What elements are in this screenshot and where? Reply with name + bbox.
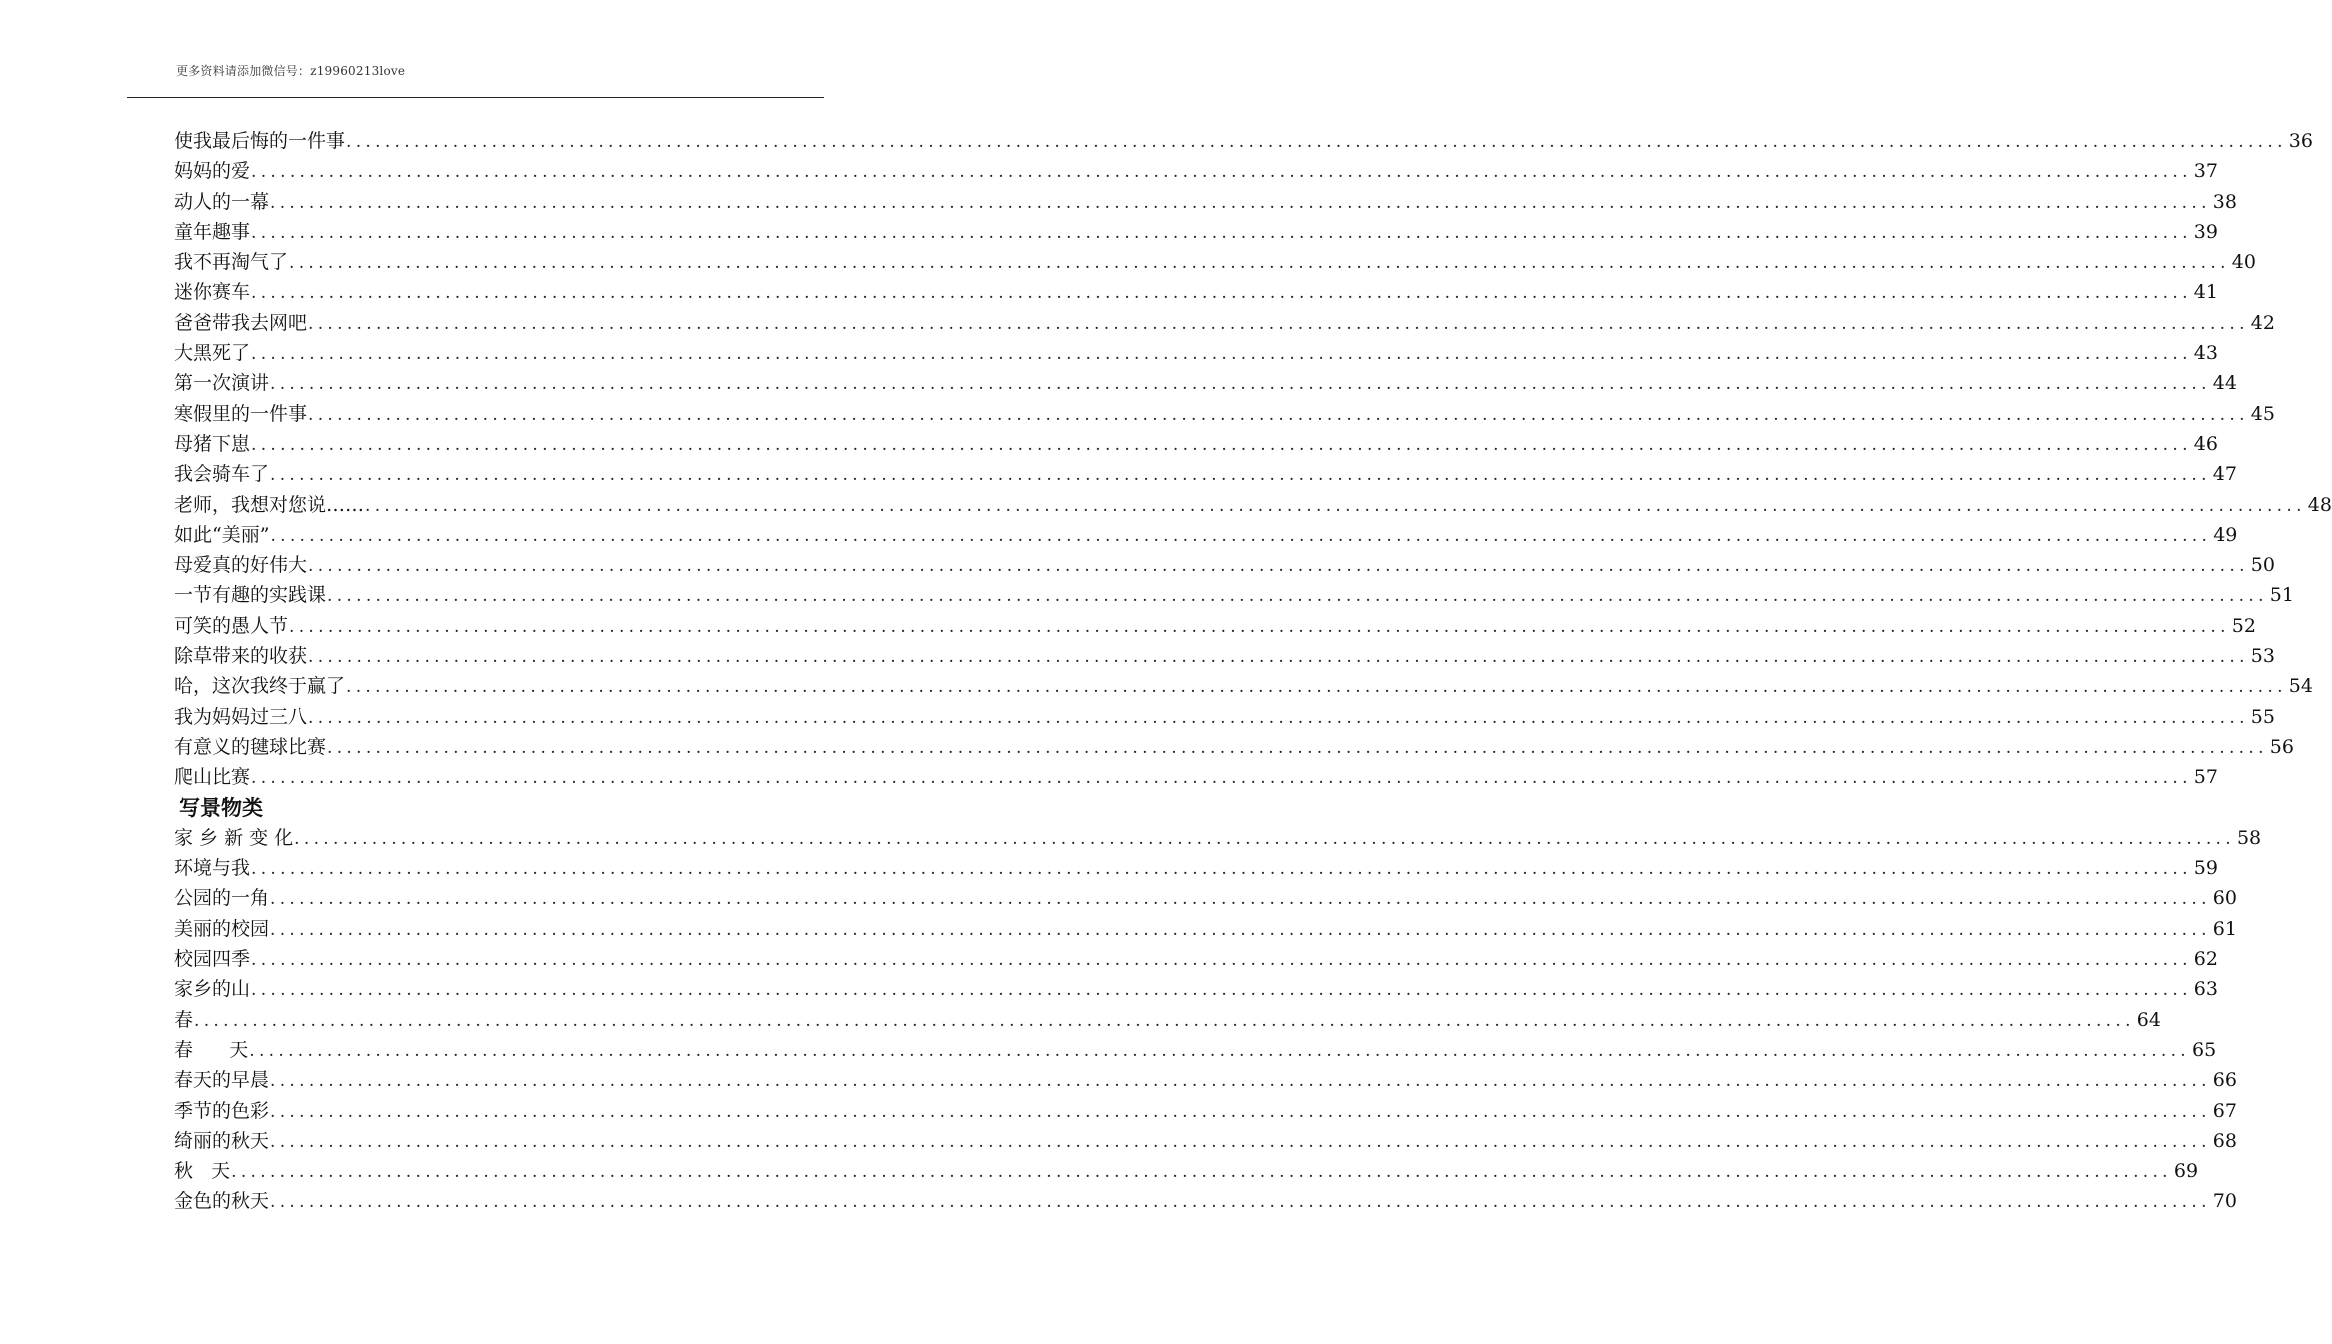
dot-leader: ........................................................................................................................................................................................................: [251, 222, 2192, 243]
toc-entry[interactable]: [174, 156, 2218, 186]
toc-entry-title: 绮丽的秋天: [174, 1129, 270, 1152]
dot-leader: ........................................................................................................................................................................................................: [308, 313, 2249, 334]
dot-leader: ........................................................................................................................................................................................................: [308, 556, 2249, 577]
dot-leader: ........................................................................................................................................................................................................: [327, 586, 2268, 607]
dot-leader: ........................................................................................................................................................................................................: [270, 1131, 2211, 1152]
toc-entry[interactable]: [174, 429, 2218, 459]
toc-entry-page-number: 65: [2192, 1038, 2217, 1061]
toc-entry-title: 家乡的山: [174, 978, 251, 1001]
dot-leader: ........................................................................................................................................................................................................: [251, 344, 2192, 365]
toc-entry-title: 公园的一角: [174, 887, 270, 910]
toc-entry[interactable]: [174, 732, 2294, 762]
toc-entry-page-number: 67: [2212, 1099, 2237, 1122]
toc-entry-page-number: 41: [2193, 281, 2218, 304]
dot-leader: ........................................................................................................................................................................................................: [251, 950, 2192, 971]
toc-entry-title: 环境与我: [174, 857, 251, 880]
toc-entry-page-number: 49: [2213, 523, 2238, 546]
toc-entry[interactable]: [174, 611, 2256, 641]
toc-entry-title: 如此“美丽”: [174, 523, 270, 546]
toc-entry[interactable]: [174, 702, 2275, 732]
toc-entry-title: 老师，我想对您说……: [174, 493, 365, 516]
toc-entry-page-number: 46: [2193, 432, 2218, 455]
toc-entry-page-number: 55: [2250, 705, 2275, 728]
dot-leader: ........................................................................................................................................................................................................: [194, 1010, 2135, 1031]
dot-leader: ........................................................................................................................................................................................................: [270, 192, 2211, 213]
dot-leader: ........................................................................................................................................................................................................: [251, 768, 2192, 789]
toc-entry[interactable]: [174, 550, 2275, 580]
toc-entry[interactable]: [174, 1035, 2217, 1065]
toc-entry-page-number: 58: [2236, 826, 2262, 849]
toc-entry-title: 校园四季: [174, 948, 251, 971]
toc-entry-title: 美丽的校园: [174, 917, 270, 940]
toc-entry[interactable]: [174, 1096, 2237, 1126]
toc-entry[interactable]: [174, 1065, 2237, 1095]
toc-entry[interactable]: [174, 1126, 2237, 1156]
dot-leader: ........................................................................................................................................................................................................: [270, 465, 2211, 486]
toc-entry[interactable]: [174, 974, 2218, 1004]
toc-entry-title: 季节的色彩: [174, 1099, 270, 1122]
toc-group-narrative: [174, 126, 2332, 793]
toc-entry-page-number: 60: [2212, 887, 2237, 910]
toc-entry-title: 使我最后悔的一件事: [174, 130, 346, 152]
dot-leader: ........................................................................................................................................................................................................: [294, 828, 2235, 849]
toc-entry-page-number: 63: [2193, 978, 2218, 1001]
toc-entry[interactable]: [174, 1005, 2161, 1035]
toc-entry-page-number: 53: [2250, 645, 2275, 668]
toc-entry-title: 除草带来的收获: [174, 645, 308, 668]
toc-entry[interactable]: [174, 308, 2275, 338]
dot-leader: ........................................................................................................................................................................................................: [327, 737, 2268, 758]
toc-entry-title: 爬山比赛: [174, 766, 251, 789]
toc-entry-page-number: 68: [2212, 1129, 2237, 1152]
dot-leader: ........................................................................................................................................................................................................: [231, 1162, 2172, 1183]
toc-entry-title: 家 乡 新 变 化: [174, 826, 294, 849]
toc-entry-page-number: 70: [2212, 1190, 2237, 1213]
toc-entry-title: 可笑的愚人节: [174, 614, 289, 637]
toc-entry-title: 寒假里的一件事: [174, 402, 308, 425]
toc-entry-page-number: 36: [2288, 130, 2313, 152]
dot-leader: ........................................................................................................................................................................................................: [308, 647, 2249, 668]
toc-entry-page-number: 69: [2173, 1160, 2199, 1183]
toc-entry-page-number: 45: [2250, 402, 2275, 425]
toc-entry[interactable]: [174, 368, 2237, 398]
toc-entry[interactable]: [174, 1156, 2199, 1186]
toc-entry-title: 春: [174, 1008, 194, 1031]
toc-entry-title: 爸爸带我去网吧: [174, 311, 308, 334]
toc-entry[interactable]: [174, 762, 2218, 792]
dot-leader: ........................................................................................................................................................................................................: [251, 162, 2192, 183]
toc-entry[interactable]: [174, 883, 2237, 913]
toc-entry-title: 我不再淘气了: [174, 251, 289, 274]
dot-leader: ........................................................................................................................................................................................................: [308, 404, 2249, 425]
toc-entry[interactable]: [174, 247, 2256, 277]
toc-entry-title: 金色的秋天: [174, 1190, 270, 1213]
toc-entry-title: 一节有趣的实践课: [174, 584, 327, 607]
toc-entry-title: 大黑死了: [174, 342, 251, 365]
toc-entry[interactable]: [174, 944, 2218, 974]
toc-entry-page-number: 47: [2212, 463, 2237, 486]
dot-leader: ........................................................................................................................................................................................................: [308, 707, 2249, 728]
toc-entry[interactable]: [174, 580, 2294, 610]
toc-entry[interactable]: [174, 187, 2237, 217]
dot-leader: ........................................................................................................................................................................................................: [270, 525, 2212, 546]
toc-entry-title: 母猪下崽: [174, 432, 251, 455]
toc-entry-page-number: 37: [2193, 160, 2218, 183]
dot-leader: ........................................................................................................................................................................................................: [346, 677, 2287, 698]
dot-leader: ........................................................................................................................................................................................................: [365, 495, 2306, 516]
toc-entry[interactable]: [174, 459, 2237, 489]
toc-entry-title: 妈妈的爱: [174, 160, 251, 183]
dot-leader: ........................................................................................................................................................................................................: [270, 889, 2211, 910]
toc-entry-page-number: 66: [2212, 1069, 2237, 1092]
toc-entry-title: 童年趣事: [174, 220, 251, 243]
table-of-contents: [174, 126, 2332, 1217]
toc-entry-page-number: 54: [2288, 675, 2313, 698]
dot-leader: ........................................................................................................................................................................................................: [270, 1192, 2211, 1213]
toc-entry[interactable]: [174, 671, 2313, 701]
toc-entry-title: 我为妈妈过三八: [174, 705, 308, 728]
dot-leader: ........................................................................................................................................................................................................: [270, 374, 2211, 395]
toc-entry-title: 动人的一幕: [174, 190, 270, 213]
toc-entry-title: 春天的早晨: [174, 1069, 270, 1092]
toc-entry-page-number: 42: [2250, 311, 2275, 334]
dot-leader: ........................................................................................................................................................................................................: [289, 616, 2230, 637]
dot-leader: ........................................................................................................................................................................................................: [251, 283, 2192, 304]
toc-entry[interactable]: [174, 277, 2218, 307]
toc-entry-title: 有意义的毽球比赛: [174, 735, 327, 758]
toc-entry[interactable]: [174, 399, 2275, 429]
page-header-text: 更多资料请添加微信号：z19960213love: [176, 64, 406, 78]
header-rule: [127, 97, 824, 98]
toc-entry-title: 迷你赛车: [174, 281, 251, 304]
dot-leader: ........................................................................................................................................................................................................: [270, 919, 2211, 940]
toc-entry-page-number: 48: [2307, 493, 2332, 516]
toc-entry-page-number: 56: [2269, 735, 2294, 758]
dot-leader: ........................................................................................................................................................................................................: [249, 1040, 2191, 1061]
toc-entry-page-number: 59: [2193, 857, 2218, 880]
toc-entry[interactable]: [174, 641, 2275, 671]
toc-group-scenery: [174, 823, 2262, 1217]
toc-entry-page-number: 57: [2193, 766, 2218, 789]
toc-entry-title: 第一次演讲: [174, 372, 270, 395]
toc-entry[interactable]: [174, 914, 2237, 944]
dot-leader: ........................................................................................................................................................................................................: [251, 434, 2192, 455]
toc-entry-title: 母爱真的好伟大: [174, 554, 308, 577]
toc-entry[interactable]: [174, 1186, 2237, 1216]
toc-entry[interactable]: [174, 490, 2332, 520]
dot-leader: ........................................................................................................................................................................................................: [346, 132, 2287, 152]
section-heading: 写景物类: [179, 795, 263, 820]
toc-entry[interactable]: [174, 338, 2218, 368]
toc-entry[interactable]: [174, 520, 2238, 550]
toc-entry[interactable]: [174, 126, 2313, 156]
toc-entry-title: 我会骑车了: [174, 463, 270, 486]
dot-leader: ........................................................................................................................................................................................................: [251, 859, 2192, 880]
toc-entry-page-number: 62: [2193, 948, 2218, 971]
toc-entry[interactable]: [174, 823, 2262, 853]
toc-entry-title: 哈，这次我终于赢了: [174, 675, 346, 698]
toc-entry-page-number: 44: [2212, 372, 2237, 395]
dot-leader: ........................................................................................................................................................................................................: [270, 1071, 2211, 1092]
toc-entry-page-number: 38: [2212, 190, 2237, 213]
toc-entry-title: 春 天: [174, 1038, 249, 1061]
toc-entry-page-number: 51: [2269, 584, 2294, 607]
dot-leader: ........................................................................................................................................................................................................: [289, 253, 2230, 274]
toc-entry[interactable]: [174, 217, 2218, 247]
dot-leader: ........................................................................................................................................................................................................: [251, 980, 2192, 1001]
toc-entry-page-number: 43: [2193, 342, 2218, 365]
toc-entry-page-number: 61: [2212, 917, 2237, 940]
toc-entry-page-number: 52: [2231, 614, 2256, 637]
toc-entry-title: 秋 天: [174, 1160, 231, 1183]
toc-entry-page-number: 50: [2250, 554, 2275, 577]
dot-leader: ........................................................................................................................................................................................................: [270, 1101, 2211, 1122]
toc-entry[interactable]: [174, 853, 2218, 883]
toc-entry-page-number: 39: [2193, 220, 2218, 243]
toc-entry-page-number: 40: [2231, 251, 2256, 274]
toc-entry-page-number: 64: [2136, 1008, 2161, 1031]
